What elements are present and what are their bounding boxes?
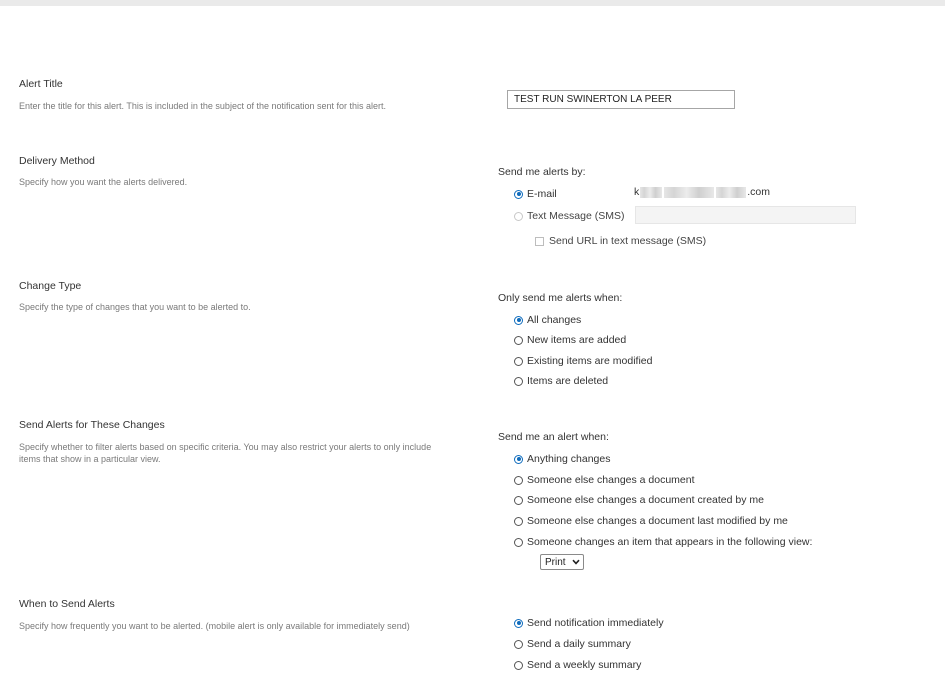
view-select-value: Print	[545, 556, 566, 568]
send-alerts-for-group-label: Send me an alert when:	[498, 431, 609, 443]
alert-title-description: Enter the title for this alert. This is included in the subject of the notification sent for this alert.	[19, 101, 387, 111]
email-suffix: .com	[747, 186, 771, 198]
alert-title-heading: Alert Title	[19, 78, 63, 90]
alert-title-input[interactable]	[507, 90, 735, 109]
option-label: Anything changes	[527, 453, 611, 465]
radio-button[interactable]	[514, 377, 523, 386]
delivery-method-heading: Delivery Method	[19, 155, 95, 167]
chevron-down-icon	[572, 559, 580, 565]
top-bar	[0, 0, 945, 6]
filter-option[interactable]	[514, 474, 695, 486]
filter-option[interactable]	[514, 536, 812, 548]
email-prefix: k	[634, 186, 640, 198]
sms-label: Text Message (SMS)	[527, 210, 625, 222]
option-label: All changes	[527, 314, 582, 326]
sms-url-label: Send URL in text message (SMS)	[549, 235, 707, 247]
change-type-heading: Change Type	[19, 280, 82, 292]
change-type-group-label: Only send me alerts when:	[498, 292, 623, 304]
change-type-option[interactable]	[514, 375, 608, 387]
sms-url-checkbox[interactable]	[535, 237, 544, 246]
option-label: Someone else changes a document	[527, 474, 695, 486]
radio-button[interactable]	[514, 496, 523, 505]
sms-url-option[interactable]	[535, 235, 706, 247]
change-type-option[interactable]	[514, 334, 626, 346]
change-type-option[interactable]	[514, 314, 581, 326]
redacted-email-blur	[640, 187, 662, 198]
send-alerts-for-heading: Send Alerts for These Changes	[19, 419, 165, 431]
sms-radio[interactable]	[514, 212, 523, 221]
when-to-send-description: Specify how frequently you want to be alerted. (mobile alert is only available for immediately send)	[19, 621, 410, 631]
option-label: Send a weekly summary	[527, 659, 642, 671]
option-label: Send a daily summary	[527, 638, 631, 650]
radio-button[interactable]	[514, 640, 523, 649]
radio-button[interactable]	[514, 336, 523, 345]
email-radio-option[interactable]	[514, 188, 557, 200]
frequency-option[interactable]	[514, 617, 664, 629]
change-type-option[interactable]	[514, 355, 652, 367]
radio-button[interactable]	[514, 517, 523, 526]
view-select[interactable]	[540, 554, 584, 570]
option-label: Someone else changes a document last modified by me	[527, 515, 788, 527]
radio-button[interactable]	[514, 619, 523, 628]
radio-button[interactable]	[514, 455, 523, 464]
email-address	[634, 186, 770, 198]
delivery-group-label: Send me alerts by:	[498, 166, 586, 178]
option-label: Someone else changes a document created by me	[527, 494, 764, 506]
when-to-send-heading: When to Send Alerts	[19, 598, 115, 610]
option-label: Send notification immediately	[527, 617, 664, 629]
sms-radio-option[interactable]	[514, 210, 624, 222]
radio-button[interactable]	[514, 476, 523, 485]
option-label: Someone changes an item that appears in the following view:	[527, 536, 813, 548]
radio-button[interactable]	[514, 357, 523, 366]
sms-number-input[interactable]	[635, 206, 856, 224]
frequency-option[interactable]	[514, 638, 631, 650]
radio-button[interactable]	[514, 538, 523, 547]
filter-option[interactable]	[514, 494, 764, 506]
option-label: Items are deleted	[527, 375, 609, 387]
radio-button[interactable]	[514, 661, 523, 670]
frequency-option[interactable]	[514, 659, 641, 671]
option-label: Existing items are modified	[527, 355, 653, 367]
radio-button[interactable]	[514, 316, 523, 325]
change-type-description: Specify the type of changes that you want to be alerted to.	[19, 302, 251, 312]
filter-option[interactable]	[514, 453, 610, 465]
email-label: E-mail	[527, 188, 557, 200]
option-label: New items are added	[527, 334, 627, 346]
filter-option[interactable]	[514, 515, 788, 527]
send-alerts-for-description: Specify whether to filter alerts based on specific criteria. You may also restrict your alerts to only include items that show in a particular view.	[19, 442, 432, 464]
delivery-method-description: Specify how you want the alerts delivered.	[19, 177, 188, 187]
redacted-email-blur	[716, 187, 746, 198]
redacted-email-blur	[664, 187, 714, 198]
email-radio[interactable]	[514, 190, 523, 199]
